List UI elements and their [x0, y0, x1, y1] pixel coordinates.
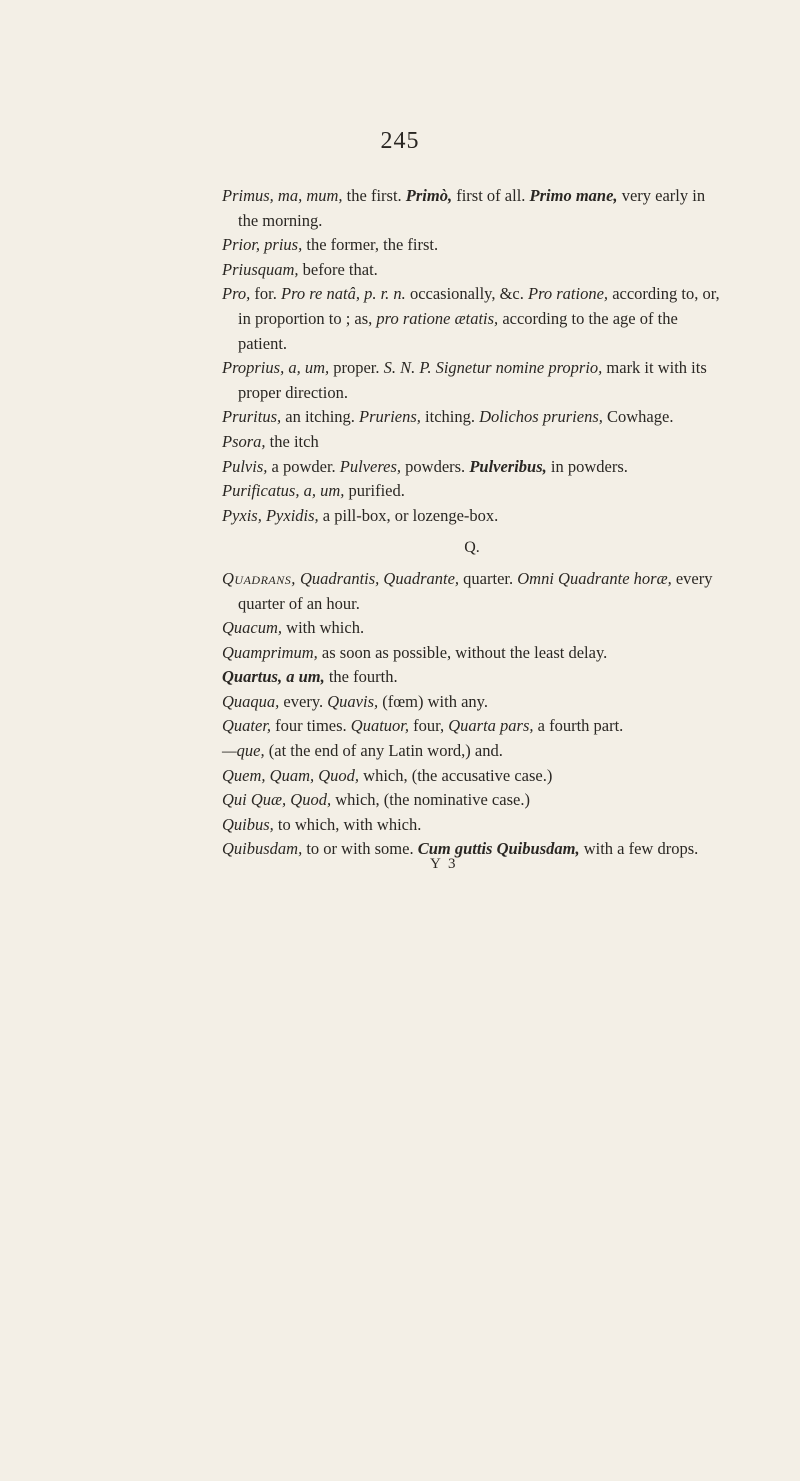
entry-text: purified. [344, 481, 405, 501]
dictionary-entry [222, 430, 722, 455]
entry-term: Quarta pars, [448, 716, 534, 736]
dictionary-entry [222, 479, 722, 504]
dictionary-entry [222, 813, 722, 838]
entry-term: Cum guttis Quibusdam, [417, 839, 580, 859]
entry-text: according to the age of the patient. [238, 308, 678, 353]
entry-text: with a few drops. [579, 839, 699, 859]
entry-text: with which. [282, 618, 365, 638]
dictionary-entry [222, 641, 722, 666]
entry-term: Psora, [222, 431, 266, 451]
entry-term: Proprius, a, um, [222, 358, 330, 378]
entry-text: a powder. [267, 456, 340, 476]
entry-term: Quater, [222, 716, 272, 736]
entry-text: an itching. [281, 407, 360, 427]
entry-text: (fœm) with any. [378, 691, 488, 711]
entry-term: Primo mane, [529, 186, 618, 205]
entry-text: a fourth part. [533, 716, 624, 736]
dictionary-entry [222, 788, 722, 813]
entry-term: Quartus, a um, [222, 667, 325, 687]
entry-text: for. [250, 284, 281, 304]
entry-term: Quatuor, [350, 716, 410, 736]
entry-term: Quaqua, [222, 691, 280, 711]
dictionary-entry [222, 837, 722, 862]
entry-term: Purificatus, a, um, [222, 481, 345, 501]
dictionary-entry [222, 567, 722, 616]
dictionary-entry [222, 282, 722, 356]
dictionary-entry [222, 739, 722, 764]
dictionary-entry [222, 714, 722, 739]
entry-term: Pro ratione, [528, 284, 609, 304]
entry-text: which, (the accusative case.) [359, 765, 553, 785]
entry-text: first of all. [452, 186, 530, 205]
entry-term: Omni Quadrante horæ, [517, 568, 672, 588]
entry-term: Quibus, [222, 814, 274, 834]
entry-term: Quacum, [222, 618, 283, 638]
entry-term: S. N. P. Signetur nomine proprio, [383, 358, 603, 378]
p-section [222, 184, 722, 528]
entry-term: Quavis, [327, 691, 379, 711]
dictionary-entry [222, 504, 722, 529]
entry-term: Quadrantis, Quadrante, [300, 568, 460, 588]
entry-text: the itch [265, 431, 319, 451]
dictionary-entries [222, 184, 722, 862]
entry-text: as soon as possible, without the least delay. [317, 642, 608, 662]
dictionary-entry [222, 665, 722, 690]
entry-text: the first. [342, 186, 406, 205]
entry-text: the former, the first. [302, 235, 439, 255]
entry-text: mark it with its proper direction. [238, 358, 707, 402]
entry-text: according to, or, in proportion to ; as, [238, 284, 720, 328]
entry-term: pro ratione ætatis, [376, 308, 499, 328]
signature-mark: Y 3 [430, 856, 458, 872]
entry-term: Prior, prius, [222, 235, 303, 255]
entry-term: Dolichos pruriens, [479, 407, 603, 427]
dictionary-entry [222, 258, 722, 283]
entry-text: every. [279, 691, 328, 711]
entry-term: Quibusdam, [222, 839, 303, 859]
entry-term: Pruriens, [359, 407, 421, 427]
entry-term: Pro re natâ, p. r. n. [280, 284, 406, 304]
entry-text: a pill-box, or lozenge-box. [318, 505, 499, 525]
dictionary-entry [222, 233, 722, 258]
entry-term: Pyxis, Pyxidis, [222, 505, 319, 525]
entry-term: Qui Quæ, Quod, [222, 790, 332, 810]
entry-text: Cowhage. [602, 407, 674, 427]
dictionary-entry [222, 616, 722, 641]
q-section [222, 567, 722, 862]
entry-text: quarter. [459, 568, 518, 588]
entry-term: Pro, [222, 284, 251, 304]
entry-term: Quem, Quam, Quod, [222, 765, 360, 785]
entry-text: which, (the nominative case.) [331, 790, 530, 810]
entry-text: four times. [271, 716, 351, 736]
entry-text: before that. [298, 259, 378, 279]
entry-text: to which, with which. [273, 814, 422, 834]
dictionary-entry [222, 455, 722, 480]
entry-text: in powders. [546, 456, 628, 476]
entry-text: powders. [401, 456, 470, 476]
dictionary-entry [222, 764, 722, 789]
entry-term: Quamprimum, [222, 642, 318, 662]
dictionary-entry [222, 690, 722, 715]
entry-term: Pulveres, [339, 456, 402, 476]
entry-text: every quarter of an hour. [238, 568, 713, 613]
entry-term: —que, [222, 741, 265, 761]
entry-text: four, [409, 716, 449, 736]
dictionary-entry [222, 405, 722, 430]
section-letter: Q. [464, 539, 480, 557]
entry-term: Pulveribus, [469, 456, 547, 476]
entry-term: Priusquam, [222, 259, 299, 279]
entry-text: proper. [329, 358, 384, 378]
dictionary-entry [222, 356, 722, 405]
dictionary-entry [222, 184, 722, 233]
entry-term: Pruritus, [222, 407, 282, 427]
page-number: 245 [380, 128, 420, 154]
entry-text: (at the end of any Latin word,) and. [264, 741, 503, 761]
entry-text: itching. [420, 407, 480, 427]
entry-term: Primus, ma, mum, [222, 186, 343, 205]
entry-term: Primò, [405, 186, 453, 205]
entry-term: Quadrans, [222, 568, 296, 588]
entry-text: very early in the morning. [238, 186, 706, 230]
entry-text: the fourth. [324, 667, 398, 687]
entry-text: occasionally, &c. [405, 284, 528, 304]
entry-term: Pulvis, [222, 456, 268, 476]
entry-text: to or with some. [302, 839, 418, 859]
